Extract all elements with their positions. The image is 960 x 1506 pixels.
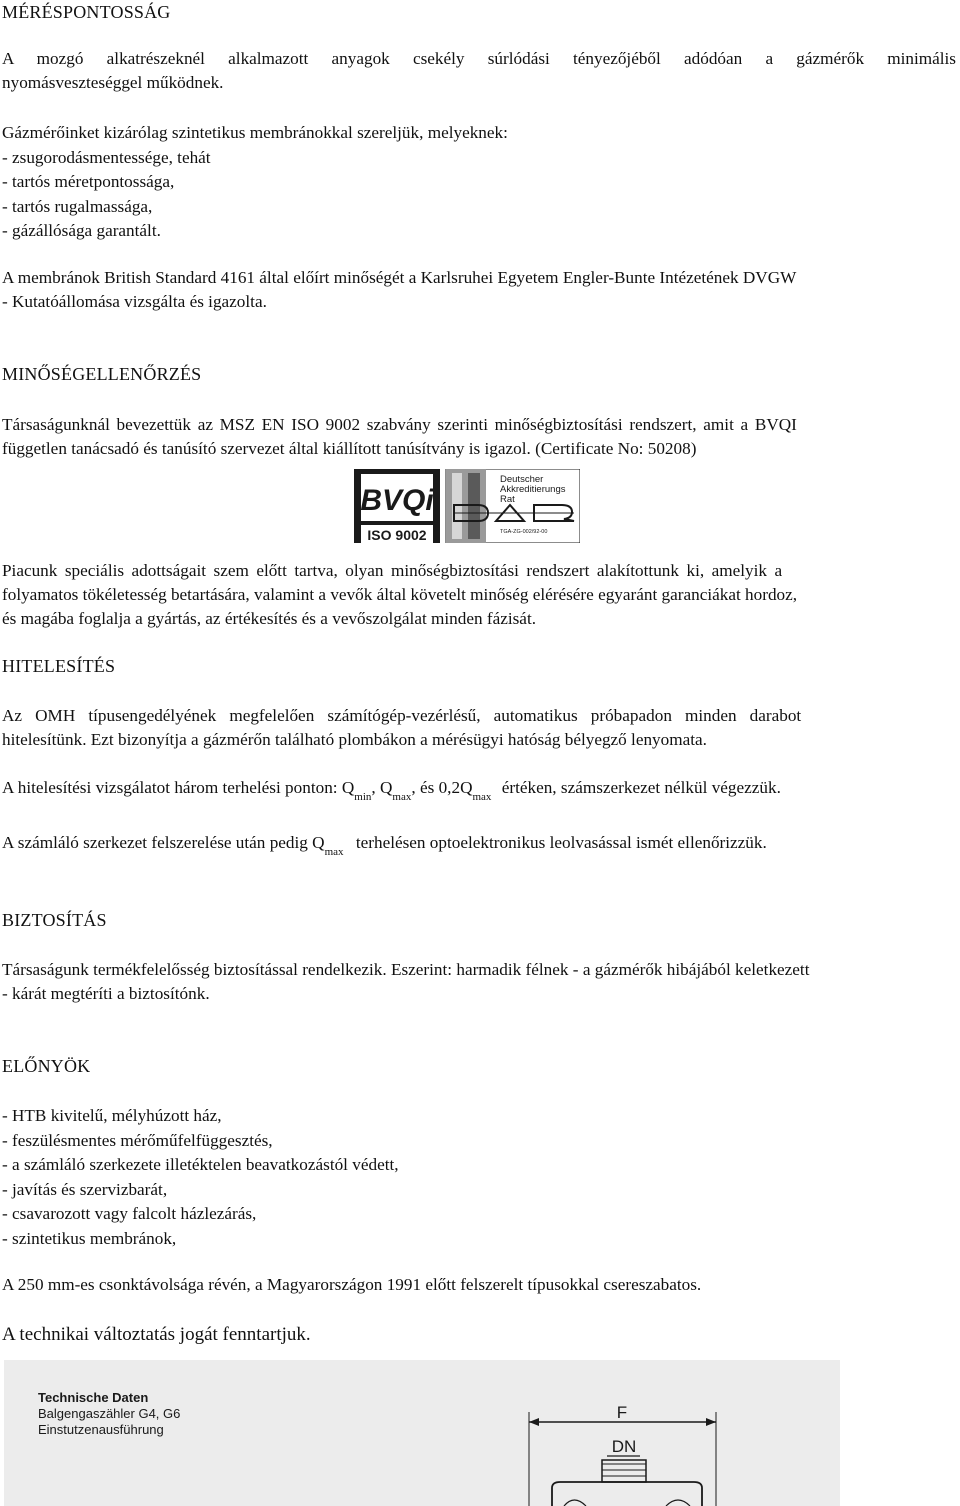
heading-hitelesites: HITELESÍTÉS — [2, 656, 116, 676]
text-line: - kárát megtéríti a biztosítónk. — [2, 984, 210, 1003]
dar-text-1: Deutscher — [500, 474, 544, 485]
paragraph-meres-3 — [2, 266, 956, 314]
text-line: és magába foglalja a gyártás, az értékesítés és a vevőszolgálat minden fázisát. — [2, 609, 537, 628]
text-line: Gázmérőinket kizárólag szintetikus membránokkal szereljük, melyeknek: — [2, 123, 508, 142]
text-part: , és 0,2Q — [411, 778, 473, 797]
heading-minosegellenorzes: MINŐSÉGELLENŐRZÉS — [2, 364, 202, 384]
text-line: folyamatos tökéletesség betartására, valamint a vevők által követelt minőség elérésére egyaránt garanciákat hordoz, — [2, 585, 798, 604]
certification-logo — [354, 469, 580, 543]
technical-data-figure — [4, 1360, 840, 1506]
paragraph-hitelesites-3 — [2, 831, 956, 857]
text-line: nyomásveszteséggel működnek. — [2, 73, 224, 92]
paragraph-elonyok-after — [2, 1273, 956, 1297]
list-item: - zsugorodásmentessége, tehát — [2, 147, 211, 167]
dar-text-2: Akkreditierungs — [500, 484, 566, 495]
list-item: - a számláló szerkezete illetéktelen beavatkozástól védett, — [2, 1155, 399, 1174]
text-part: terhelésen optoelektronikus leolvasással ismét ellenőrizzük. — [351, 833, 767, 852]
list-item: - javítás és szervizbarát, — [2, 1179, 168, 1199]
meter-drawing — [4, 1360, 840, 1506]
label-f: F — [616, 1403, 628, 1422]
text-line: hitelesítünk. Ezt bizonyítja a gázmérőn található plombákon a mérésügyi hatóság bélyegző lenyomata. — [2, 730, 707, 749]
text-line: Társaságunk termékfelelősség biztosítással rendelkezik. Eszerint: harmadik félnek - a gázmérők hibájából keletkezett — [2, 960, 810, 979]
list-item: - csavarozott vagy falcolt házlezárás, — [2, 1204, 257, 1223]
paragraph-minoseg-1 — [2, 413, 956, 461]
list-item: - tartós méretpontossága, — [2, 172, 175, 191]
text-line: - Kutatóállomása vizsgálta és igazolta. — [2, 292, 267, 311]
paragraph-hitelesites-1 — [2, 704, 956, 752]
text-line — [2, 776, 956, 802]
subscript-max: max — [324, 846, 344, 858]
figure-line-3: Einstutzenausführung — [38, 1422, 164, 1437]
text-line — [2, 831, 956, 857]
heading-biztositas: BIZTOSÍTÁS — [2, 910, 107, 930]
list-item: - tartós rugalmassága, — [2, 196, 153, 216]
paragraph-meres-2 — [2, 121, 956, 244]
figure-title: Technische Daten — [38, 1390, 149, 1405]
paragraph-biztositas — [2, 958, 956, 1006]
iso-label: ISO 9002 — [367, 527, 427, 543]
paragraph-hitelesites-2 — [2, 776, 956, 802]
text-line: Társaságunknál bevezettük az MSZ EN ISO 9002 szabvány szerinti minőségbiztosítási rendszert, amit a BVQI — [2, 415, 797, 434]
text-line: független tanácsadó és tanúsító szervezet által kiállított tanúsítvány is igazol. (Certificate No: 50208) — [2, 439, 697, 458]
dar-text-3: Rat — [500, 494, 515, 505]
heading-elonyok: ELŐNYÖK — [2, 1056, 91, 1076]
list-item: - feszülésmentes mérőműfelfüggesztés, — [2, 1130, 273, 1150]
text-part: értéken, számszerkezet nélkül végezzük. — [497, 778, 781, 797]
text-part: A hitelesítési vizsgálatot három terhelési ponton: Q — [2, 778, 355, 797]
list-elonyok — [2, 1104, 956, 1251]
text-line: Piacunk speciális adottságait szem előtt tartva, olyan minőségbiztosítási rendszert alakítottunk ki, amelyik a — [2, 561, 783, 580]
dar-code: TGA-ZG-002/92-00 — [500, 529, 548, 535]
paragraph-minoseg-2 — [2, 559, 956, 631]
figure-line-2: Balgengaszähler G4, G6 — [38, 1406, 181, 1421]
subscript-max: max — [392, 791, 412, 803]
text-line: A 250 mm-es csonktávolsága révén, a Magyarországon 1991 előtt felszerelt típusokkal csereszabatos. — [2, 1275, 702, 1294]
text-part: , Q — [371, 778, 393, 797]
heading-merespontossag: MÉRÉSPONTOSSÁG — [2, 2, 171, 22]
text-part: A számláló szerkezet felszerelése után pedig Q — [2, 833, 325, 852]
paragraph-meres-1 — [2, 47, 956, 95]
technical-change-note: A technikai változtatás jogát fenntartjuk. — [2, 1324, 311, 1345]
text-line: Az OMH típusengedélyének megfelelően számítógép-vezérlésű, automatikus próbapadon minden darabot — [2, 706, 802, 725]
label-dn: DN — [611, 1437, 637, 1456]
subscript-min: min — [354, 791, 372, 803]
text-line: A mozgó alkatrészeknél alkalmazott anyagok csekély súrlódási tényezőjéből adódóan a gázmérők minimális — [2, 49, 956, 68]
list-item: - szintetikus membránok, — [2, 1228, 177, 1248]
text-line: A membránok British Standard 4161 által előírt minőségét a Karlsruhei Egyetem Engler-Bunte Intézetének DVGW — [2, 268, 797, 287]
list-item: - HTB kivitelű, mélyhúzott ház, — [2, 1106, 222, 1125]
subscript-max: max — [472, 791, 492, 803]
bvqi-wordmark: BVQi — [360, 484, 434, 517]
list-item: - gázállósága garantált. — [2, 221, 161, 240]
bvqi-dar-logo — [354, 469, 580, 543]
